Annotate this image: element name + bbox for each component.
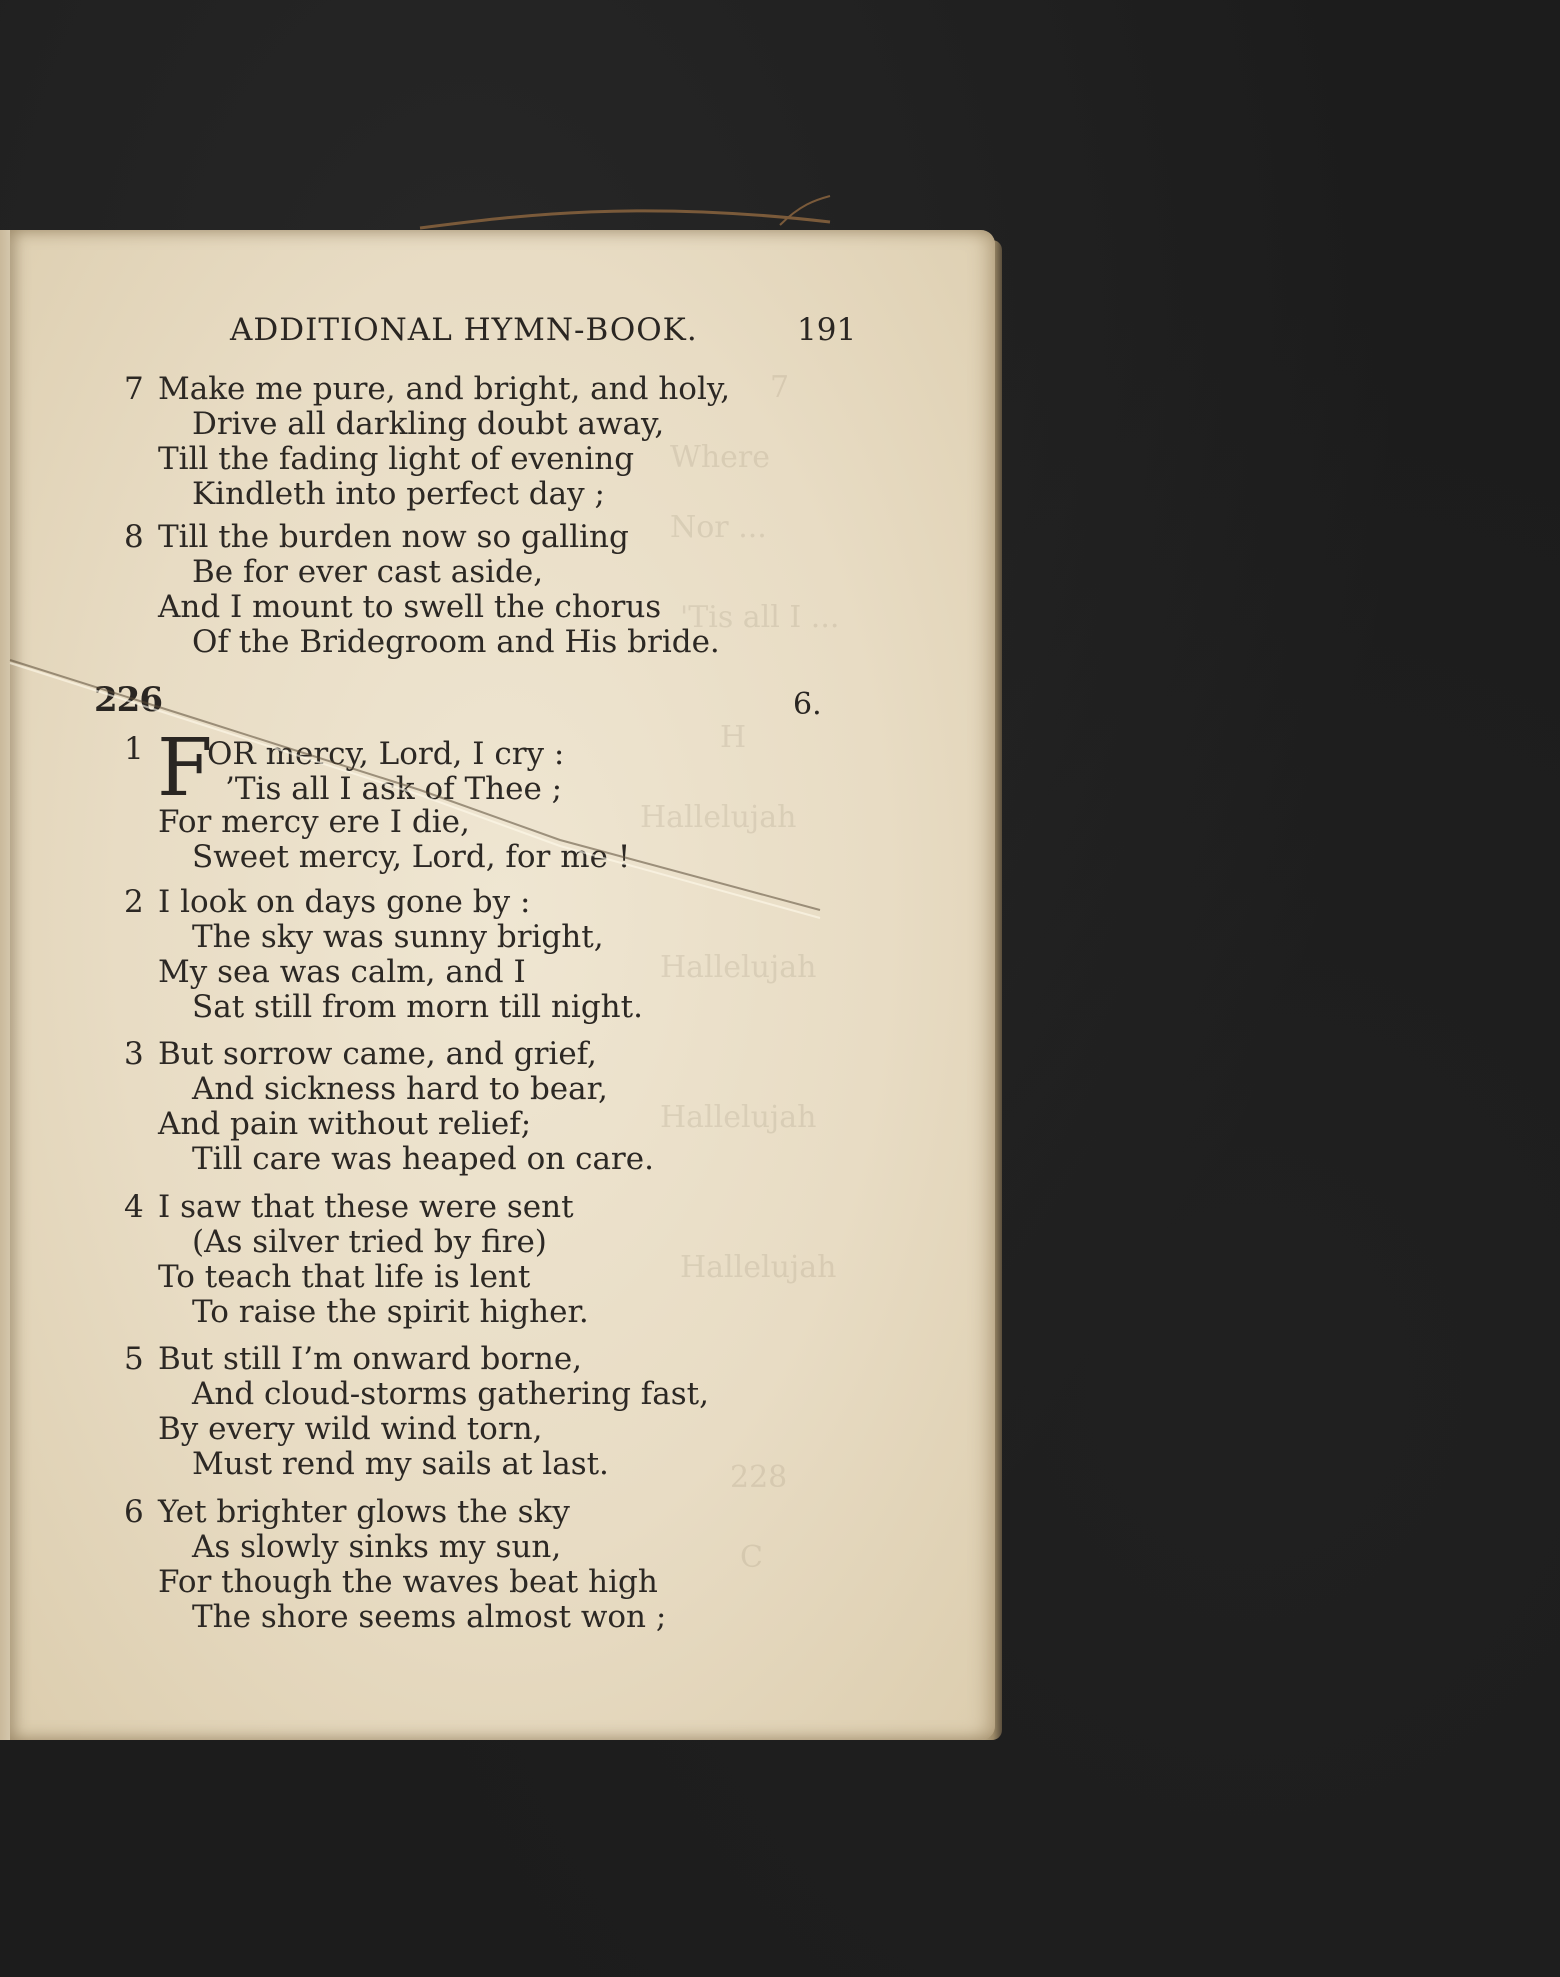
stanza-number: 7	[124, 371, 144, 407]
hymn-number: 226	[94, 680, 162, 720]
verse-line: Sat still from morn till night.	[192, 989, 643, 1025]
stanza-number: 5	[124, 1341, 144, 1377]
verse-line: ’Tis all I ask of Thee ;	[225, 771, 563, 807]
verse-line: For though the waves beat high	[158, 1564, 658, 1600]
verse-line: Yet brighter glows the sky	[158, 1494, 570, 1530]
verse-line: But still I’m onward borne,	[158, 1341, 583, 1377]
verse-line: By every wild wind torn,	[158, 1411, 543, 1447]
stanza-number: 6	[124, 1494, 144, 1530]
verse-line: Kindleth into perfect day ;	[192, 476, 605, 512]
verse-line: Of the Bridegroom and His bride.	[192, 624, 720, 660]
verse-line: Make me pure, and bright, and holy,	[158, 371, 731, 407]
verse-line: But sorrow came, and grief,	[158, 1036, 597, 1072]
page-number: 191	[797, 312, 857, 348]
verse-line: I look on days gone by :	[158, 884, 531, 920]
verse-line: For mercy ere I die,	[158, 804, 470, 840]
verse-line: (As silver tried by fire)	[192, 1224, 547, 1260]
verse-line: Drive all darkling doubt away,	[192, 406, 665, 442]
stanza-number: 1	[124, 731, 144, 767]
verse-line: To teach that life is lent	[158, 1259, 531, 1295]
stanza-number: 2	[124, 884, 144, 920]
verse-line: OR mercy, Lord, I cry :	[207, 736, 565, 772]
verse-line: As slowly sinks my sun,	[192, 1529, 562, 1565]
verse-line: And I mount to swell the chorus	[158, 589, 662, 625]
verse-line: And sickness hard to bear,	[192, 1071, 608, 1107]
verse-line: Till care was heaped on care.	[192, 1141, 654, 1177]
hymn-meter: 6.	[793, 687, 822, 722]
stanza-number: 4	[124, 1189, 144, 1225]
verse-line: Sweet mercy, Lord, for me !	[192, 839, 631, 875]
verse-line: Till the burden now so galling	[158, 519, 629, 555]
running-header: ADDITIONAL HYMN-BOOK.	[230, 312, 698, 348]
verse-line: Till the fading light of evening	[158, 441, 635, 477]
verse-line: Must rend my sails at last.	[192, 1446, 609, 1482]
verse-line: I saw that these were sent	[158, 1189, 574, 1225]
verse-line: And pain without relief;	[158, 1106, 532, 1142]
verse-line: To raise the spirit higher.	[192, 1294, 589, 1330]
stanza-number: 8	[124, 519, 144, 555]
drop-cap: F	[157, 721, 213, 814]
stanza-number: 3	[124, 1036, 144, 1072]
verse-line: The sky was sunny bright,	[192, 919, 604, 955]
verse-line: The shore seems almost won ;	[192, 1599, 667, 1635]
verse-line: My sea was calm, and I	[158, 954, 526, 990]
verse-line: And cloud-storms gathering fast,	[192, 1376, 709, 1412]
verse-line: Be for ever cast aside,	[192, 554, 544, 590]
